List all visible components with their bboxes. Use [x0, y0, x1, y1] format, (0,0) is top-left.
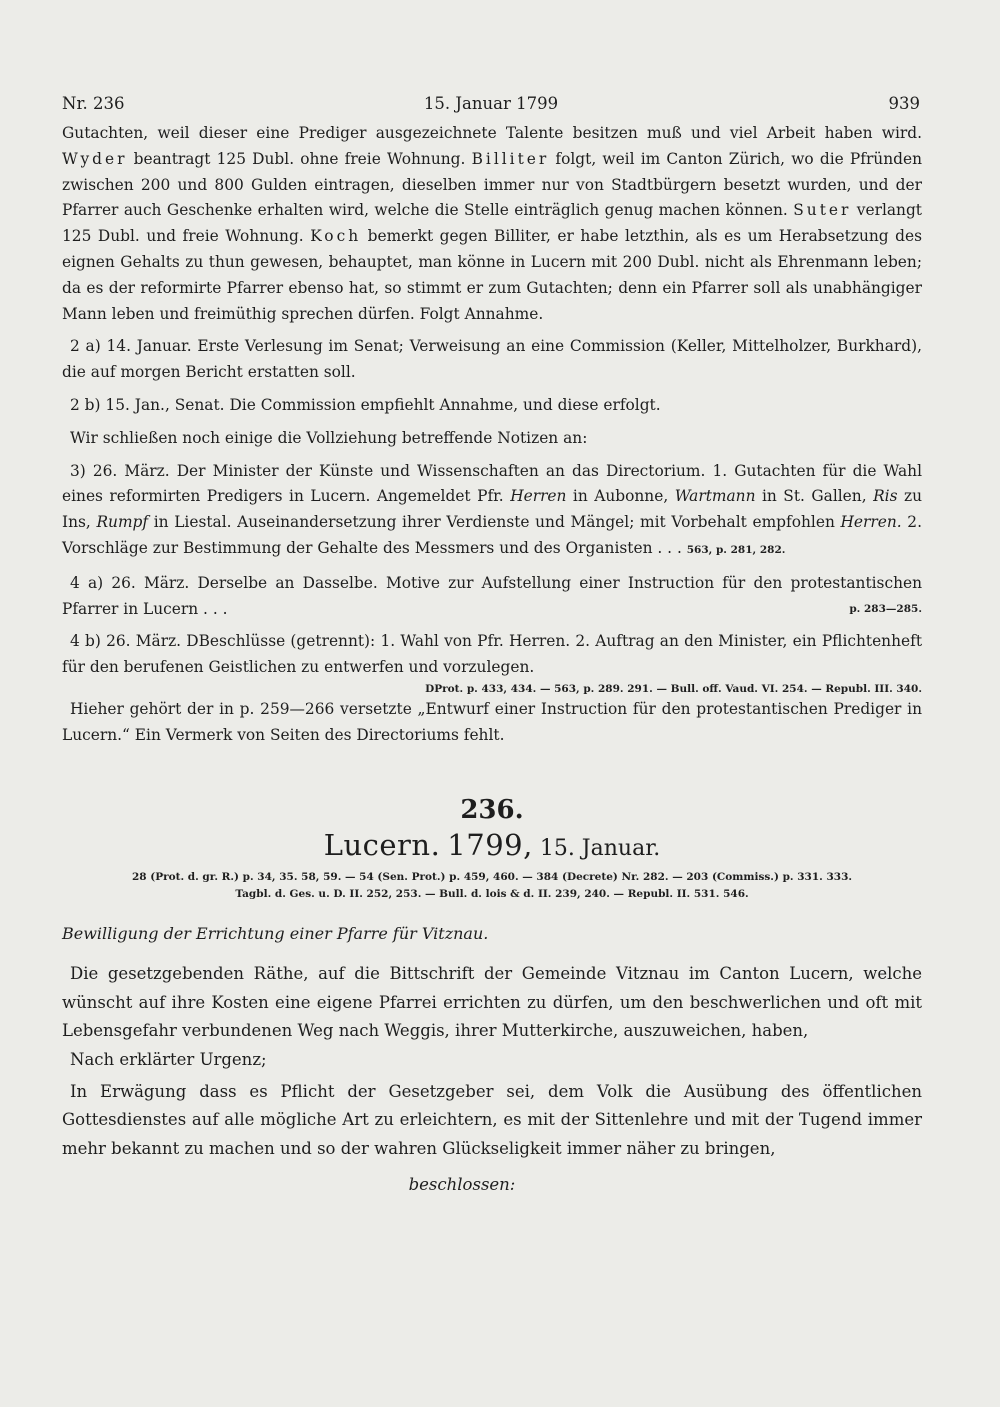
candidate-name: Wartmann: [674, 487, 756, 506]
paragraph-hieher: Hieher gehört der in p. 259—266 versetzte „Entwurf einer Instruction für den protestantischen Prediger in Lucern.“ Ein Vermerk von Seiten des Directoriums fehlt.: [62, 699, 922, 744]
text-run: 2. Vorschläge zur Bestimmung der Gehalte des Messmers und des Organisten . . .: [62, 513, 922, 557]
document-year: 1799,: [447, 827, 533, 862]
source-line: 28 (Prot. d. gr. R.) p. 34, 35. 58, 59. — 54 (Sen. Prot.) p. 459, 460. — 384 (Decrete) Nr. 282. — 203 (Commiss.) p. 331. 333.: [131, 870, 853, 883]
candidate-name: Herren: [510, 487, 567, 506]
document-heading: [62, 829, 922, 865]
speaker-name: Billiter: [471, 149, 550, 168]
text-run: in Liestal. Auseinandersetzung ihrer Verdienste und Mängel; mit Vorbehalt empfohlen: [148, 513, 841, 532]
text-run: verlangt 125 Dubl. und freie Wohnung.: [62, 201, 922, 246]
text-run: 4 a) 26. März. Derselbe an Dasselbe. Motive zur Aufstellung einer Instruction für den protestantischen Pfarrer in Lucern . . .: [62, 573, 922, 618]
speaker-name: Suter: [793, 201, 852, 220]
text-run: beantragt 125 Dubl. ohne freie Wohnung.: [127, 149, 472, 168]
document-number: 236.: [460, 794, 524, 825]
running-header: [62, 94, 920, 118]
source-list: [62, 869, 922, 903]
header-date: 15. Januar 1799: [423, 94, 559, 113]
paragraph-2b: 2 b) 15. Jan., Senat. Die Commission empfiehlt Annahme, und diese erfolgt.: [70, 395, 661, 414]
source-line: Tagbl. d. Ges. u. D. II. 252, 253. — Bull. d. lois & d. II. 239, 240. — Republ. II. 531. 546.: [235, 887, 749, 900]
text-run: bemerkt gegen Billiter, er habe letzthin, als es um Herabsetzung des eignen Gehalts zu thun gewesen, behauptet, man könne in Lucern mit 200 Dubl. nicht als Ehrenmann leben; da es der reformirte Pfarrer ebenso hat, so stimmt er zum Gutachten; denn ein Pfarrer soll als unabhängiger Mann leben und freimüthig sprechen dürfen. Folgt Annahme.: [62, 227, 922, 323]
paragraph-preamble: Die gesetzgebenden Räthe, auf die Bittschrift der Gemeinde Vitznau im Canton Lucern, welche wünscht auf ihre Kosten eine eigene Pfarrei errichten zu dürfen, um den beschwerlichen und oft mit Lebensgefahr verbundenen Weg nach Weggis, ihrer Mutterkirche, auszuweichen, haben,: [62, 964, 922, 1041]
paragraph-3: [62, 459, 922, 564]
header-number: Nr. 236: [62, 94, 125, 113]
paragraph-erwaegung: In Erwägung dass es Pflicht der Gesetzgeber sei, dem Volk die Ausübung des öffentlichen Gottesdienstes auf alle mögliche Art zu erleichtern, es mit der Sittenlehre und mit der Tugend immer mehr bekannt zu machen und so der wahren Glückseligkeit immer näher zu bringen,: [62, 1081, 922, 1158]
speaker-name: Koch: [310, 227, 362, 246]
text-run: in Aubonne,: [566, 487, 675, 506]
text-run: 3) 26. März. Der Minister der Künste und Wissenschaften an das Directorium. 1. Gutachten für die Wahl eines reformirten Predigers in Lucern. Angemeldet Pfr.: [62, 461, 922, 506]
text-run: folgt, weil im Canton Zürich, wo die Pfründen zwischen 200 und 800 Gulden eintragen, dieselben immer nur von Stadtbürgern besetzt wurden, und der Pfarrer auch Geschenke erhalten wird, welche die Stelle einträglich genug machen können.: [62, 149, 923, 220]
paragraph-4b: [62, 629, 922, 697]
paragraph-2a: 2 a) 14. Januar. Erste Verlesung im Senat; Verweisung an eine Commission (Keller, Mittelholzer, Burkhard), die auf morgen Bericht erstatten soll.: [62, 337, 922, 382]
text-run: zu Ins,: [62, 487, 922, 532]
source-reference: DProt. p. 433, 434. — 563, p. 289. 291. — Bull. off. Vaud. VI. 254. — Republ. III. 340.: [425, 682, 922, 695]
candidate-name: Ris: [873, 487, 898, 506]
document-place: Lucern.: [323, 827, 441, 862]
source-reference: p. 283—285.: [849, 602, 922, 615]
text-run: Gutachten, weil dieser eine Prediger ausgezeichnete Talente besitzen muß und viel Arbeit haben wird.: [62, 124, 922, 142]
paragraph-urgenz: Nach erklärter Urgenz;: [70, 1049, 267, 1069]
paragraph-notes-intro: Wir schließen noch einige die Vollziehung betreffende Notizen an:: [70, 428, 588, 447]
source-reference: 563, p. 281, 282.: [686, 543, 786, 556]
page-body: [62, 121, 922, 1200]
page-number: 939: [888, 94, 920, 113]
document-regest: Bewilligung der Errichtung einer Pfarre für Vitznau.: [62, 923, 489, 943]
document-text: [62, 960, 922, 1199]
document-date: 15. Januar.: [539, 835, 661, 861]
candidate-name: Herren.: [840, 513, 902, 532]
speaker-name: Wyder: [62, 149, 128, 168]
candidate-name: Rumpf: [96, 513, 149, 532]
paragraph-gutachten: [62, 121, 922, 327]
text-run: 4 b) 26. März. DBeschlüsse (getrennt): 1. Wahl von Pfr. Herren. 2. Auftrag an den Minister, ein Pflichtenheft für den berufenen Geistlichen zu entwerfen und vorzulegen.: [62, 632, 922, 677]
text-run: in St. Gallen,: [755, 487, 874, 506]
paragraph-4a: [62, 571, 922, 623]
conclusion: beschlossen:: [408, 1175, 516, 1195]
